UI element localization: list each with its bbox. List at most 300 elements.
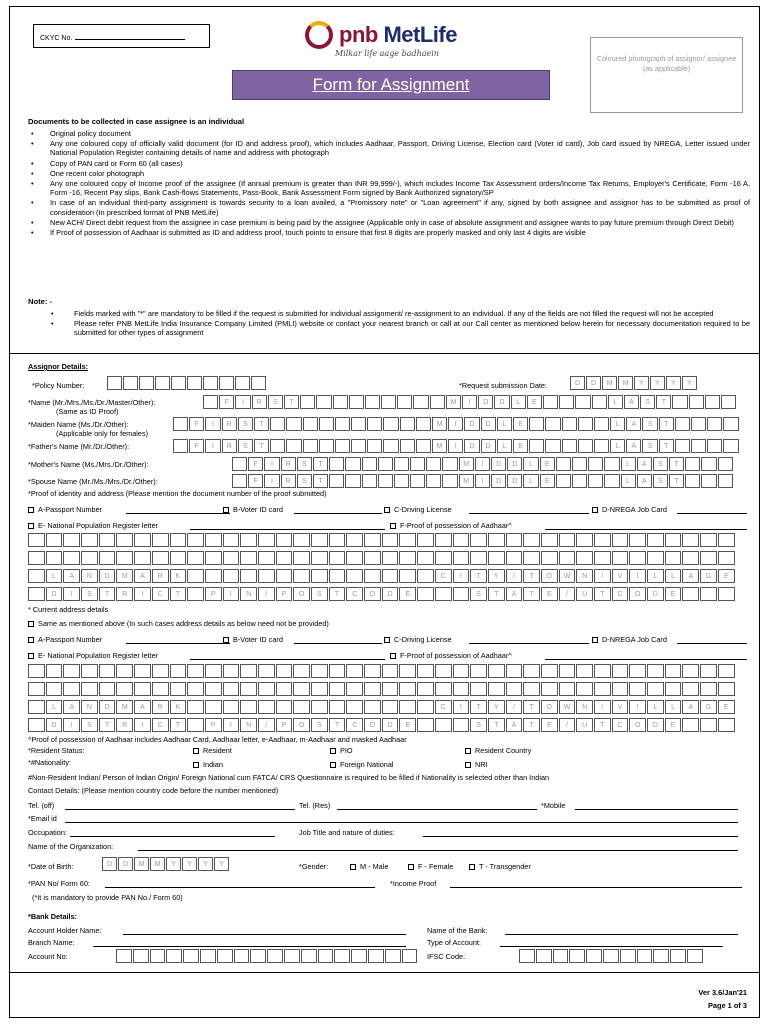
permanent-address-line-2-cell[interactable] (223, 551, 240, 565)
mother-name-boxes-cell[interactable] (572, 457, 587, 471)
mobile-line[interactable] (575, 809, 738, 810)
name-boxes-cell[interactable]: T (656, 395, 671, 409)
maiden-name-boxes-cell[interactable]: R (222, 417, 237, 431)
pio-option[interactable] (330, 746, 353, 755)
current-district-pin-state-boxes-cell[interactable]: T (594, 718, 611, 732)
current-address-line-1-cell[interactable] (665, 664, 682, 678)
permanent-address-line-2-cell[interactable] (417, 551, 434, 565)
spouse-name-boxes-cell[interactable]: A (637, 474, 652, 488)
permanent-address-line-2-cell[interactable] (276, 551, 293, 565)
permanent-landmark-city-boxes-cell[interactable]: Y (488, 569, 505, 583)
ifsc-boxes-cell[interactable] (603, 949, 619, 963)
spouse-name-boxes-cell[interactable] (410, 474, 425, 488)
mother-name-boxes-cell[interactable] (362, 457, 377, 471)
current-landmark-city-boxes-cell[interactable]: V (612, 700, 629, 714)
permanent-landmark-city-boxes-cell[interactable]: A (682, 569, 699, 583)
dob-boxes-cell[interactable]: M (150, 857, 165, 871)
permanent-landmark-city-boxes-cell[interactable] (293, 569, 310, 583)
mother-name-boxes-cell[interactable]: T (313, 457, 328, 471)
spouse-name-boxes-cell[interactable] (701, 474, 716, 488)
dob-boxes-cell[interactable]: Y (214, 857, 229, 871)
current-district-pin-state-boxes-cell[interactable]: I (134, 718, 151, 732)
spouse-name-boxes-cell[interactable]: I (264, 474, 279, 488)
maiden-name-boxes-cell[interactable]: I (448, 417, 463, 431)
permanent-address-line-1-cell[interactable] (134, 533, 151, 547)
spouse-name-boxes-cell[interactable] (442, 474, 457, 488)
current-proof-f-checkbox[interactable] (390, 653, 396, 659)
spouse-name-boxes-cell[interactable] (604, 474, 619, 488)
current-address-line-2-cell[interactable] (718, 682, 735, 696)
maiden-name-boxes-cell[interactable]: T (659, 417, 674, 431)
permanent-address-line-2-cell[interactable] (488, 551, 505, 565)
name-boxes-cell[interactable]: M (446, 395, 461, 409)
permanent-district-pin-state-boxes-cell[interactable]: A (506, 587, 523, 601)
permanent-address-line-2-cell[interactable] (187, 551, 204, 565)
mother-name-boxes-cell[interactable] (701, 457, 716, 471)
current-address-line-2-cell[interactable] (523, 682, 540, 696)
current-address-line-1-cell[interactable] (28, 664, 45, 678)
request-date-boxes-cell[interactable]: Y (666, 376, 681, 390)
dob-boxes-cell[interactable]: D (118, 857, 133, 871)
current-district-pin-state-boxes-cell[interactable]: U (576, 718, 593, 732)
current-district-pin-state-boxes-cell[interactable] (28, 718, 45, 732)
current-address-line-1-cell[interactable] (63, 664, 80, 678)
mother-name-boxes-cell[interactable] (604, 457, 619, 471)
current-district-pin-state-boxes-cell[interactable]: T (170, 718, 187, 732)
father-name-boxes-cell[interactable] (286, 439, 301, 453)
spouse-name-boxes-cell[interactable]: D (491, 474, 506, 488)
permanent-address-line-2-cell[interactable] (629, 551, 646, 565)
maiden-name-boxes-cell[interactable] (545, 417, 560, 431)
permanent-landmark-city-boxes-cell[interactable] (329, 569, 346, 583)
account-number-boxes-cell[interactable] (200, 949, 216, 963)
mother-name-boxes-cell[interactable] (410, 457, 425, 471)
current-landmark-city-boxes-cell[interactable]: / (506, 700, 523, 714)
permanent-address-line-2-cell[interactable] (205, 551, 222, 565)
mother-name-boxes-cell[interactable]: M (459, 457, 474, 471)
current-district-pin-state-boxes-cell[interactable]: T (488, 718, 505, 732)
permanent-address-line-1-cell[interactable] (470, 533, 487, 547)
permanent-landmark-city-boxes-cell[interactable]: D (99, 569, 116, 583)
current-address-line-2-cell[interactable] (629, 682, 646, 696)
permanent-address-line-2-cell[interactable] (647, 551, 664, 565)
id-proof-a[interactable] (28, 505, 102, 514)
current-district-pin-state-boxes-cell[interactable]: T (99, 718, 116, 732)
current-address-line-1-cell[interactable] (276, 664, 293, 678)
current-address-line-2-cell[interactable] (576, 682, 593, 696)
permanent-landmark-city-boxes-cell[interactable]: A (63, 569, 80, 583)
permanent-address-line-2-cell[interactable] (152, 551, 169, 565)
spouse-name-boxes[interactable] (232, 474, 734, 488)
current-proof-d[interactable] (592, 635, 667, 644)
current-district-pin-state-boxes-cell[interactable]: N (240, 718, 257, 732)
dob-boxes-cell[interactable]: Y (198, 857, 213, 871)
permanent-address-line-1-cell[interactable] (647, 533, 664, 547)
permanent-address-line-1-cell[interactable] (612, 533, 629, 547)
current-address-line-1-cell[interactable] (46, 664, 63, 678)
account-number-boxes-cell[interactable] (250, 949, 266, 963)
mother-name-boxes-cell[interactable] (685, 457, 700, 471)
current-address-line-2-cell[interactable] (382, 682, 399, 696)
name-boxes-cell[interactable]: S (640, 395, 655, 409)
current-address-line-2-cell[interactable] (541, 682, 558, 696)
maiden-name-boxes-cell[interactable] (691, 417, 706, 431)
permanent-address-line-2-cell[interactable] (170, 551, 187, 565)
current-district-pin-state-boxes-cell[interactable]: R (116, 718, 133, 732)
permanent-address-line-1-cell[interactable] (629, 533, 646, 547)
permanent-address-line-1-cell[interactable] (523, 533, 540, 547)
mother-name-boxes-cell[interactable]: D (507, 457, 522, 471)
same-as-above[interactable] (28, 619, 329, 628)
nationality-nri-checkbox[interactable] (465, 762, 471, 768)
current-address-line-1-cell[interactable] (523, 664, 540, 678)
nationality-indian-checkbox[interactable] (193, 762, 199, 768)
spouse-name-boxes-cell[interactable]: M (459, 474, 474, 488)
current-district-pin-state-boxes-cell[interactable]: D (46, 718, 63, 732)
permanent-address-line-1-cell[interactable] (116, 533, 133, 547)
current-address-line-2-cell[interactable] (453, 682, 470, 696)
father-name-boxes-cell[interactable]: F (189, 439, 204, 453)
permanent-landmark-city-boxes-cell[interactable]: I (629, 569, 646, 583)
current-address-line-2-cell[interactable] (258, 682, 275, 696)
permanent-address-line-2-cell[interactable] (665, 551, 682, 565)
permanent-district-pin-state-boxes-cell[interactable]: D (382, 587, 399, 601)
pio-option-checkbox[interactable] (330, 748, 336, 754)
maiden-name-boxes-cell[interactable] (173, 417, 188, 431)
current-address-line-1-cell[interactable] (559, 664, 576, 678)
permanent-district-pin-state-boxes-cell[interactable] (28, 587, 45, 601)
current-address-line-1-cell[interactable] (541, 664, 558, 678)
name-boxes-cell[interactable] (689, 395, 704, 409)
current-address-line-2-cell[interactable] (152, 682, 169, 696)
maiden-name-boxes-cell[interactable] (723, 417, 738, 431)
name-boxes-cell[interactable]: R (252, 395, 267, 409)
organization-line[interactable] (138, 850, 738, 851)
permanent-landmark-city-boxes-cell[interactable]: L (665, 569, 682, 583)
maiden-name-boxes-cell[interactable] (351, 417, 366, 431)
current-address-line-1-cell[interactable] (506, 664, 523, 678)
permanent-address-line-1-cell[interactable] (435, 533, 452, 547)
father-name-boxes-cell[interactable]: M (432, 439, 447, 453)
spouse-name-boxes-cell[interactable]: E (540, 474, 555, 488)
permanent-address-line-2-cell[interactable] (541, 551, 558, 565)
policy-number-boxes-cell[interactable] (187, 376, 202, 390)
resident-option-checkbox[interactable] (193, 748, 199, 754)
name-boxes-cell[interactable] (592, 395, 607, 409)
permanent-district-pin-state-boxes-cell[interactable]: O (364, 587, 381, 601)
permanent-address-line-2-cell[interactable] (329, 551, 346, 565)
name-boxes-cell[interactable]: F (219, 395, 234, 409)
permanent-address-line-2-cell[interactable] (46, 551, 63, 565)
request-date-boxes-cell[interactable]: D (586, 376, 601, 390)
current-district-pin-state-boxes-cell[interactable]: T (523, 718, 540, 732)
maiden-name-boxes-cell[interactable]: E (513, 417, 528, 431)
current-address-line-1-cell[interactable] (647, 664, 664, 678)
maiden-name-boxes-cell[interactable] (529, 417, 544, 431)
father-name-boxes-cell[interactable] (335, 439, 350, 453)
current-landmark-city-boxes[interactable] (28, 700, 736, 714)
current-proof-e-line[interactable] (190, 659, 385, 660)
policy-number-boxes-cell[interactable] (155, 376, 170, 390)
current-address-line-2-cell[interactable] (223, 682, 240, 696)
current-landmark-city-boxes-cell[interactable]: L (665, 700, 682, 714)
name-boxes-cell[interactable] (543, 395, 558, 409)
current-landmark-city-boxes-cell[interactable]: R (152, 700, 169, 714)
account-number-boxes-cell[interactable] (351, 949, 367, 963)
account-number-boxes[interactable] (116, 949, 418, 963)
permanent-address-line-1-cell[interactable] (399, 533, 416, 547)
id-proof-e[interactable] (28, 521, 158, 530)
permanent-landmark-city-boxes-cell[interactable]: M (116, 569, 133, 583)
current-address-line-1-cell[interactable] (170, 664, 187, 678)
current-landmark-city-boxes-cell[interactable] (205, 700, 222, 714)
permanent-address-line-1-cell[interactable] (700, 533, 717, 547)
id-proof-e-line[interactable] (190, 529, 385, 530)
current-district-pin-state-boxes-cell[interactable]: I (63, 718, 80, 732)
id-proof-a-line[interactable] (126, 513, 230, 514)
policy-number-boxes-cell[interactable] (203, 376, 218, 390)
permanent-address-line-1-cell[interactable] (594, 533, 611, 547)
current-landmark-city-boxes-cell[interactable] (187, 700, 204, 714)
mother-name-boxes-cell[interactable]: I (475, 457, 490, 471)
spouse-name-boxes-cell[interactable]: F (248, 474, 263, 488)
gender-male[interactable] (350, 862, 388, 871)
permanent-landmark-city-boxes-cell[interactable] (223, 569, 240, 583)
id-proof-b-line[interactable] (294, 513, 382, 514)
permanent-address-line-1-cell[interactable] (293, 533, 310, 547)
current-district-pin-state-boxes-cell[interactable] (718, 718, 735, 732)
account-type-line[interactable] (500, 946, 723, 947)
current-landmark-city-boxes-cell[interactable]: W (559, 700, 576, 714)
dob-boxes-cell[interactable]: M (134, 857, 149, 871)
father-name-boxes-cell[interactable]: T (254, 439, 269, 453)
ifsc-boxes-cell[interactable] (569, 949, 585, 963)
father-name-boxes-cell[interactable] (351, 439, 366, 453)
name-boxes-cell[interactable] (365, 395, 380, 409)
maiden-name-boxes[interactable] (173, 417, 740, 431)
request-date-boxes-cell[interactable]: Y (634, 376, 649, 390)
father-name-boxes[interactable] (173, 439, 740, 453)
permanent-address-line-1-cell[interactable] (346, 533, 363, 547)
maiden-name-boxes-cell[interactable]: S (238, 417, 253, 431)
spouse-name-boxes-cell[interactable] (426, 474, 441, 488)
current-address-line-2-cell[interactable] (99, 682, 116, 696)
current-landmark-city-boxes-cell[interactable] (223, 700, 240, 714)
current-address-line-2-cell[interactable] (170, 682, 187, 696)
permanent-district-pin-state-boxes-cell[interactable]: N (240, 587, 257, 601)
maiden-name-boxes-cell[interactable]: L (497, 417, 512, 431)
father-name-boxes-cell[interactable] (723, 439, 738, 453)
permanent-district-pin-state-boxes-cell[interactable]: S (470, 587, 487, 601)
name-boxes-cell[interactable]: T (284, 395, 299, 409)
name-boxes-cell[interactable] (300, 395, 315, 409)
name-boxes-cell[interactable]: E (527, 395, 542, 409)
permanent-address-line-2-cell[interactable] (682, 551, 699, 565)
id-proof-d-checkbox[interactable] (592, 507, 598, 513)
permanent-landmark-city-boxes-cell[interactable]: / (506, 569, 523, 583)
father-name-boxes-cell[interactable]: E (513, 439, 528, 453)
current-proof-b[interactable] (223, 635, 283, 644)
father-name-boxes-cell[interactable] (562, 439, 577, 453)
permanent-address-line-2-cell[interactable] (594, 551, 611, 565)
current-address-line-2-cell[interactable] (435, 682, 452, 696)
ifsc-boxes-cell[interactable] (670, 949, 686, 963)
current-landmark-city-boxes-cell[interactable] (346, 700, 363, 714)
current-landmark-city-boxes-cell[interactable] (364, 700, 381, 714)
policy-number-boxes-cell[interactable] (123, 376, 138, 390)
current-address-line-1-cell[interactable] (576, 664, 593, 678)
father-name-boxes-cell[interactable] (594, 439, 609, 453)
current-proof-a[interactable] (28, 635, 102, 644)
current-proof-c[interactable] (384, 635, 452, 644)
email-line[interactable] (65, 822, 738, 823)
current-landmark-city-boxes-cell[interactable]: L (647, 700, 664, 714)
permanent-landmark-city-boxes-cell[interactable]: L (46, 569, 63, 583)
permanent-district-pin-state-boxes-cell[interactable] (700, 587, 717, 601)
father-name-boxes-cell[interactable]: A (626, 439, 641, 453)
permanent-landmark-city-boxes-cell[interactable] (28, 569, 45, 583)
permanent-landmark-city-boxes-cell[interactable] (258, 569, 275, 583)
current-address-line-1-cell[interactable] (700, 664, 717, 678)
permanent-address-line-1-cell[interactable] (276, 533, 293, 547)
dob-boxes-cell[interactable]: Y (182, 857, 197, 871)
current-address-line-1-cell[interactable] (346, 664, 363, 678)
father-name-boxes-cell[interactable] (319, 439, 334, 453)
permanent-district-pin-state-boxes-cell[interactable]: D (46, 587, 63, 601)
permanent-address-line-2-cell[interactable] (700, 551, 717, 565)
permanent-landmark-city-boxes[interactable] (28, 569, 736, 583)
permanent-address-line-2-cell[interactable] (612, 551, 629, 565)
current-district-pin-state-boxes-cell[interactable]: O (293, 718, 310, 732)
current-address-line-1-cell[interactable] (134, 664, 151, 678)
spouse-name-boxes-cell[interactable] (232, 474, 247, 488)
current-address-line-2-cell[interactable] (116, 682, 133, 696)
account-number-boxes-cell[interactable] (334, 949, 350, 963)
dob-boxes-cell[interactable]: Y (166, 857, 181, 871)
permanent-district-pin-state-boxes-cell[interactable]: I (223, 587, 240, 601)
maiden-name-boxes-cell[interactable]: D (481, 417, 496, 431)
permanent-address-line-2-cell[interactable] (576, 551, 593, 565)
job-title-line[interactable] (423, 836, 738, 837)
current-proof-e-checkbox[interactable] (28, 653, 34, 659)
father-name-boxes-cell[interactable] (578, 439, 593, 453)
id-proof-e-checkbox[interactable] (28, 523, 34, 529)
current-address-line-2-cell[interactable] (63, 682, 80, 696)
current-district-pin-state-boxes-cell[interactable] (700, 718, 717, 732)
father-name-boxes-cell[interactable]: I (448, 439, 463, 453)
current-proof-b-line[interactable] (294, 643, 382, 644)
current-address-line-1-cell[interactable] (364, 664, 381, 678)
current-address-line-2-cell[interactable] (700, 682, 717, 696)
permanent-address-line-1-cell[interactable] (28, 533, 45, 547)
current-address-line-1-cell[interactable] (453, 664, 470, 678)
current-address-line-1-cell[interactable] (152, 664, 169, 678)
father-name-boxes-cell[interactable]: D (464, 439, 479, 453)
current-district-pin-state-boxes-cell[interactable]: S (81, 718, 98, 732)
mother-name-boxes-cell[interactable] (588, 457, 603, 471)
current-district-pin-state-boxes-cell[interactable]: C (152, 718, 169, 732)
spouse-name-boxes-cell[interactable] (685, 474, 700, 488)
name-boxes-cell[interactable] (721, 395, 736, 409)
mother-name-boxes-cell[interactable] (394, 457, 409, 471)
gender-transgender-checkbox[interactable] (469, 864, 475, 870)
father-name-boxes-cell[interactable] (707, 439, 722, 453)
permanent-district-pin-state-boxes-cell[interactable]: C (612, 587, 629, 601)
current-address-line-1-cell[interactable] (293, 664, 310, 678)
current-address-line-1-cell[interactable] (417, 664, 434, 678)
spouse-name-boxes-cell[interactable]: D (507, 474, 522, 488)
name-boxes-cell[interactable] (413, 395, 428, 409)
name-boxes-cell[interactable]: I (462, 395, 477, 409)
permanent-address-line-2-cell[interactable] (506, 551, 523, 565)
ifsc-boxes-cell[interactable] (519, 949, 535, 963)
permanent-district-pin-state-boxes-cell[interactable]: / (559, 587, 576, 601)
maiden-name-boxes-cell[interactable]: I (205, 417, 220, 431)
current-landmark-city-boxes-cell[interactable]: C (435, 700, 452, 714)
current-landmark-city-boxes-cell[interactable] (28, 700, 45, 714)
income-line[interactable] (450, 887, 742, 888)
gender-transgender[interactable] (469, 862, 531, 871)
request-date-boxes-cell[interactable]: D (570, 376, 585, 390)
current-landmark-city-boxes-cell[interactable]: T (470, 700, 487, 714)
spouse-name-boxes-cell[interactable] (718, 474, 733, 488)
current-address-line-1-cell[interactable] (81, 664, 98, 678)
permanent-address-line-1-cell[interactable] (329, 533, 346, 547)
current-landmark-city-boxes-cell[interactable] (258, 700, 275, 714)
current-address-line-1-cell[interactable] (99, 664, 116, 678)
permanent-address-line-1-cell[interactable] (682, 533, 699, 547)
name-boxes-cell[interactable] (430, 395, 445, 409)
maiden-name-boxes-cell[interactable]: T (254, 417, 269, 431)
name-boxes-cell[interactable]: L (608, 395, 623, 409)
permanent-district-pin-state-boxes-cell[interactable]: E (665, 587, 682, 601)
maiden-name-boxes-cell[interactable] (400, 417, 415, 431)
maiden-name-boxes-cell[interactable] (562, 417, 577, 431)
current-address-line-2-cell[interactable] (329, 682, 346, 696)
permanent-address-line-1-cell[interactable] (417, 533, 434, 547)
current-district-pin-state-boxes-cell[interactable]: T (329, 718, 346, 732)
maiden-name-boxes-cell[interactable]: A (626, 417, 641, 431)
maiden-name-boxes-cell[interactable] (707, 417, 722, 431)
permanent-address-line-2-cell[interactable] (63, 551, 80, 565)
resident-country-option-checkbox[interactable] (465, 748, 471, 754)
current-address-line-2-cell[interactable] (612, 682, 629, 696)
permanent-address-line-2-cell[interactable] (99, 551, 116, 565)
maiden-name-boxes-cell[interactable]: L (610, 417, 625, 431)
mother-name-boxes-cell[interactable] (556, 457, 571, 471)
permanent-landmark-city-boxes-cell[interactable] (311, 569, 328, 583)
current-address-line-2-cell[interactable] (417, 682, 434, 696)
request-date-boxes-cell[interactable]: Y (650, 376, 665, 390)
resident-country-option[interactable] (465, 746, 531, 755)
permanent-address-line-1-cell[interactable] (488, 533, 505, 547)
father-name-boxes-cell[interactable]: S (642, 439, 657, 453)
father-name-boxes-cell[interactable] (416, 439, 431, 453)
current-landmark-city-boxes-cell[interactable] (417, 700, 434, 714)
permanent-address-line-1-cell[interactable] (205, 533, 222, 547)
current-proof-b-checkbox[interactable] (223, 637, 229, 643)
mother-name-boxes-cell[interactable]: D (491, 457, 506, 471)
current-address-line-2-cell[interactable] (594, 682, 611, 696)
current-address-line-2-cell[interactable] (28, 682, 45, 696)
permanent-address-line-1-cell[interactable] (46, 533, 63, 547)
maiden-name-boxes-cell[interactable] (675, 417, 690, 431)
permanent-address-line-2-cell[interactable] (470, 551, 487, 565)
father-name-boxes-cell[interactable]: R (222, 439, 237, 453)
name-boxes[interactable] (203, 395, 737, 409)
current-district-pin-state-boxes-cell[interactable]: O (629, 718, 646, 732)
permanent-address-line-1-cell[interactable] (576, 533, 593, 547)
